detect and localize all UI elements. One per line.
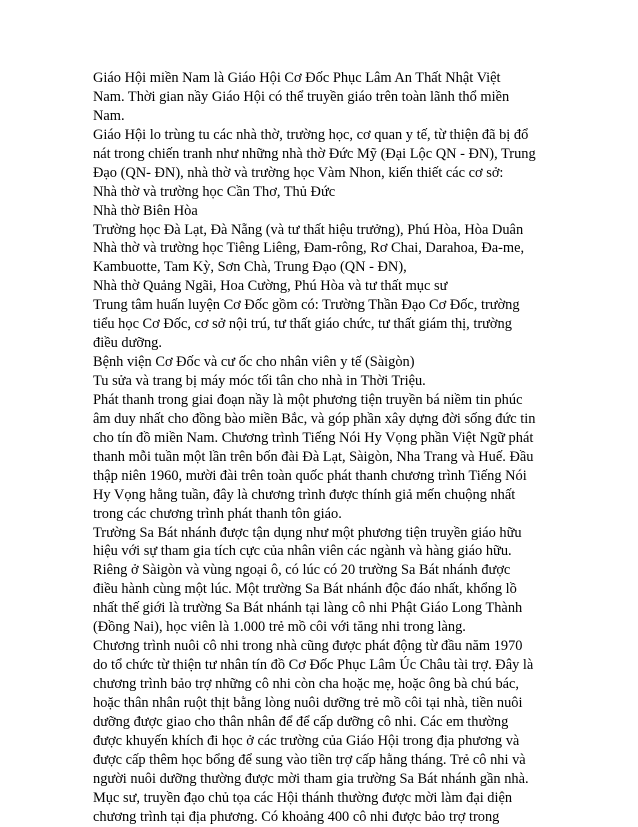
text-line: (Đồng Nai), học viên là 1.000 trẻ mồ côi với tăng nhi trong làng. xyxy=(93,619,466,636)
text-line: Tu sửa và trang bị máy móc tối tân cho nhà in Thời Triệu. xyxy=(93,373,426,389)
text-line: cho tín đồ miền Nam. Chương trình Tiếng Nói Hy Vọng phần Việt Ngữ phát xyxy=(93,429,534,446)
text-line: Kambuotte, Tam Kỳ, Sơn Chà, Trung Đạo (QN - ĐN), xyxy=(93,259,407,276)
text-line: được cấp thêm học bổng để sung vào tiền trợ cấp hằng tháng. Trẻ cô nhi và xyxy=(93,751,526,768)
text-line: nhất thế giới là trường Sa Bát nhánh tại làng cô nhi Phật Giáo Long Thành xyxy=(93,600,523,617)
text-line: hoặc thân nhân ruột thịt bằng lòng nuôi dưỡng trẻ mồ côi tại nhà, tiền nuôi xyxy=(93,694,523,711)
text-line: điều hành cùng một lúc. Một trường Sa Bát nhánh độc đáo nhất, khổng lồ xyxy=(93,581,517,598)
text-line: Giáo Hội miền Nam là Giáo Hội Cơ Đốc Phục Lâm An Thất Nhật Việt xyxy=(93,70,501,86)
text-line: Chương trình nuôi cô nhi trong nhà cũng được phát động từ đầu năm 1970 xyxy=(93,638,523,655)
text-line: Phát thanh trong giai đoạn nầy là một phương tiện truyền bá niềm tin phúc xyxy=(93,391,523,408)
text-line: Nhà thờ Quảng Ngãi, Hoa Cường, Phú Hòa và tư thất mục sư xyxy=(93,278,448,295)
text-line: dưỡng được giao cho thân nhân để để cấp dưỡng cô nhi. Các em thường xyxy=(93,713,509,730)
text-line: Nhà thờ và trường học Tiêng Liêng, Đam-rông, Rơ Chai, Darahoa, Đa-me, xyxy=(93,240,525,257)
text-line: Mục sư, truyền đạo chủ tọa các Hội thánh thường được mời làm đại diện xyxy=(93,789,513,806)
text-line: âm duy nhất cho đồng bào miền Bắc, và góp phần xây dựng đời sống đức tin xyxy=(93,410,536,427)
text-line: Nam. Thời gian nầy Giáo Hội có thể truyền giáo trên toàn lãnh thổ miền xyxy=(93,88,510,105)
text-line: Nhà thờ và trường học Cần Thơ, Thủ Đức xyxy=(93,183,336,200)
text-line: Giáo Hội lo trùng tu các nhà thờ, trường học, cơ quan y tế, từ thiện đã bị đổ xyxy=(93,126,529,143)
text-line: Hy Vọng hằng tuần, đây là chương trình được thính giả mến chuộng nhất xyxy=(93,486,516,503)
text-line: Riêng ở Sàigòn và vùng ngoại ô, có lúc có 20 trường Sa Bát nhánh được xyxy=(93,562,511,579)
text-line: Trung tâm huấn luyện Cơ Đốc gồm có: Trường Thần Đạo Cơ Đốc, trường xyxy=(93,297,520,314)
text-line: được khuyến khích đi học ở các trường của Giáo Hội trong địa phương và xyxy=(93,732,520,749)
text-line: nát trong chiến tranh như những nhà thờ Đức Mỹ (Đại Lộc QN - ĐN), Trung xyxy=(93,145,536,162)
text-line: trong các chương trình phát thanh tôn giáo. xyxy=(93,505,342,522)
text-line: Trường học Đà Lạt, Đà Nẵng (và tư thất hiệu trưởng), Phú Hòa, Hòa Duân xyxy=(93,221,524,238)
text-line: do tổ chức từ thiện tư nhân tín đồ Cơ Đốc Phục Lâm Úc Châu tài trợ. Đây là xyxy=(93,657,534,674)
text-line: Bệnh viện Cơ Đốc và cư ốc cho nhân viên y tế (Sàigòn) xyxy=(93,354,415,371)
text-line: chương trình bảo trợ những cô nhi còn cha hoặc mẹ, hoặc ông bà chú bác, xyxy=(93,676,520,692)
text-line: thanh mỗi tuần một lần trên bốn đài Đà Lạt, Sàigòn, Nha Trang và Huế. Đầu xyxy=(93,448,534,465)
text-line: người nuôi dưỡng thường được mời tham gia trường Sa Bát nhánh gần nhà. xyxy=(93,770,529,787)
text-line: Đạo (QN- ĐN), nhà thờ và trường học Vàm Nhon, kiến thiết các cơ sở: xyxy=(93,164,504,181)
text-line: Nam. xyxy=(93,107,125,124)
document-body-text xyxy=(93,69,553,827)
text-line: hiệu với sự tham gia tích cực của nhân viên các ngành và hàng giáo hữu. xyxy=(93,543,512,560)
text-line: Nhà thờ Biên Hòa xyxy=(93,202,198,219)
text-line: chương trình tại địa phương. Có khoảng 400 cô nhi được bảo trợ trong xyxy=(93,808,500,825)
text-line: điều dưỡng. xyxy=(93,335,162,352)
text-line: thập niên 1960, mười đài trên toàn quốc phát thanh chương trình Tiếng Nói xyxy=(93,467,527,484)
text-line: Trường Sa Bát nhánh được tận dụng như một phương tiện truyền giáo hữu xyxy=(93,524,522,541)
text-line: tiểu học Cơ Đốc, cơ sở nội trú, tư thất giáo chức, tư thất giám thị, trường xyxy=(93,316,512,333)
